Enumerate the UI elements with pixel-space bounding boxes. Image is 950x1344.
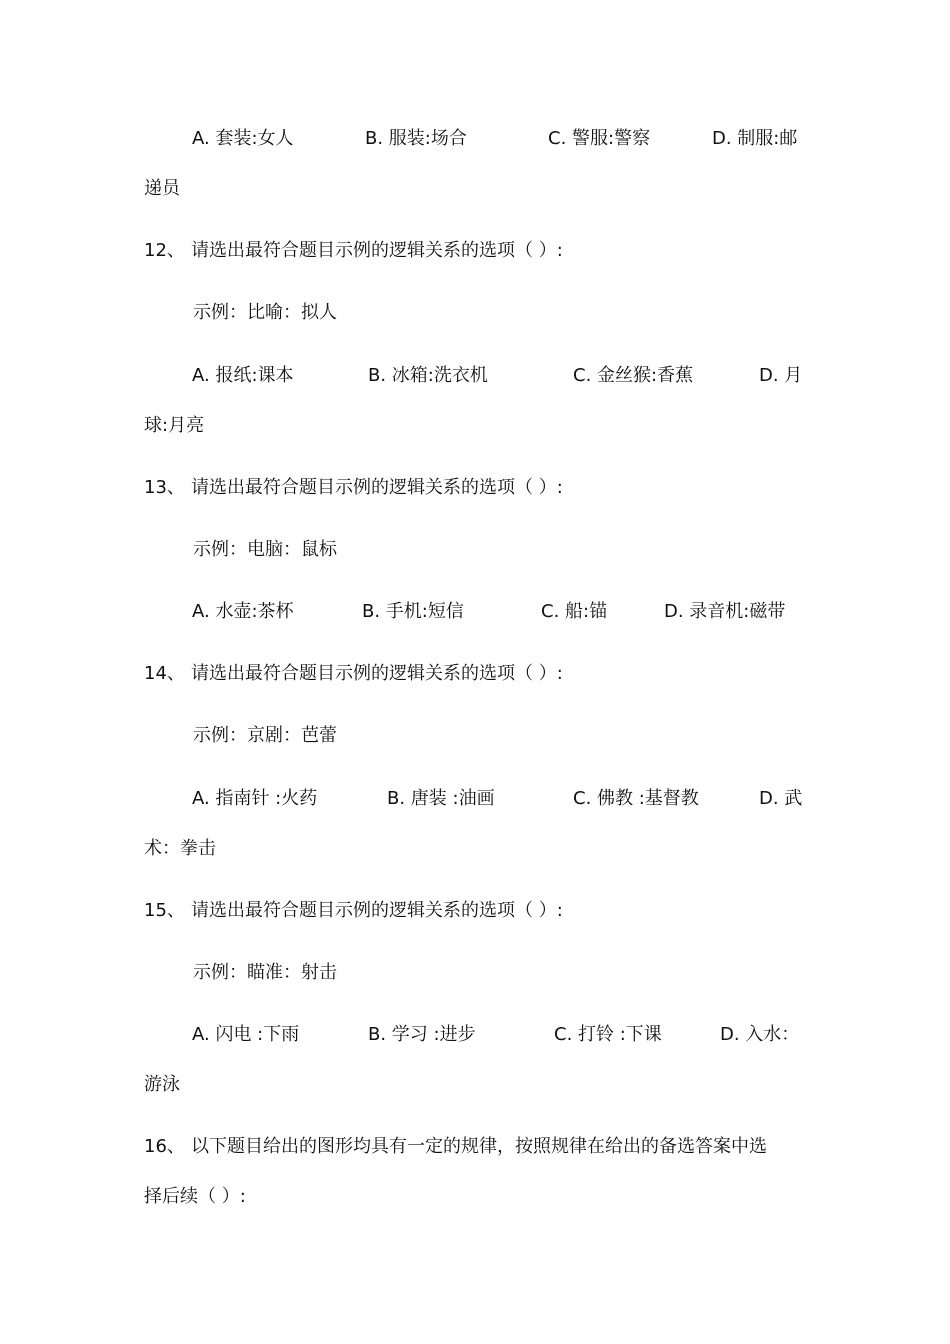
options-row	[192, 784, 812, 814]
option-b: B. 手机:短信	[362, 601, 464, 622]
question-number: 14、	[144, 663, 185, 684]
question-12	[144, 236, 563, 266]
option-a: A. 套装:女人	[192, 128, 294, 149]
option-a: A. 水壶:茶杯	[192, 601, 294, 622]
option-b: B. 唐装 :油画	[387, 788, 495, 809]
options-row	[192, 361, 812, 391]
question-text: 请选出最符合题目示例的逻辑关系的选项（ ）:	[191, 900, 563, 921]
question-number: 16、	[144, 1136, 185, 1157]
question-text: 以下题目给出的图形均具有一定的规律，按照规律在给出的备选答案中选	[191, 1136, 767, 1157]
option-continuation: 球:月亮	[144, 415, 205, 436]
option-c: C. 警服:警察	[548, 128, 651, 149]
option-a: A. 闪电 :下雨	[192, 1024, 300, 1045]
question-14	[144, 659, 563, 689]
option-c: C. 佛教 :基督教	[573, 788, 699, 809]
option-b: B. 服装:场合	[365, 128, 467, 149]
question-example: 示例：瞄准：射击	[193, 962, 337, 983]
question-text: 请选出最符合题目示例的逻辑关系的选项（ ）:	[191, 663, 563, 684]
option-a: A. 报纸:课本	[192, 365, 294, 386]
option-continuation: 术：拳击	[144, 838, 216, 859]
option-c: C. 船:锚	[541, 601, 608, 622]
option-d: D. 入水：	[720, 1024, 800, 1045]
question-15	[144, 896, 563, 926]
question-example: 示例：电脑：鼠标	[193, 539, 337, 560]
options-row	[192, 1020, 812, 1050]
question-number: 15、	[144, 900, 185, 921]
option-c: C. 打铃 :下课	[554, 1024, 662, 1045]
option-d: D. 武	[759, 788, 803, 809]
question-example: 示例：京剧：芭蕾	[193, 725, 337, 746]
options-row	[192, 597, 812, 627]
option-b: B. 冰箱:洗衣机	[368, 365, 488, 386]
option-continuation: 游泳	[144, 1074, 180, 1095]
option-d: D. 录音机:磁带	[664, 601, 786, 622]
question-text: 请选出最符合题目示例的逻辑关系的选项（ ）:	[191, 240, 563, 261]
option-b: B. 学习 :进步	[368, 1024, 476, 1045]
option-a: A. 指南针 :火药	[192, 788, 318, 809]
question-number: 12、	[144, 240, 185, 261]
option-c: C. 金丝猴:香蕉	[573, 365, 694, 386]
option-continuation: 递员	[144, 178, 180, 199]
options-row	[192, 124, 812, 154]
option-d: D. 制服:邮	[712, 128, 798, 149]
question-example: 示例：比喻：拟人	[193, 302, 337, 323]
question-16	[144, 1132, 767, 1162]
question-continuation: 择后续（ ）:	[144, 1186, 246, 1207]
question-13	[144, 473, 563, 503]
option-d: D. 月	[759, 365, 803, 386]
question-text: 请选出最符合题目示例的逻辑关系的选项（ ）:	[191, 477, 563, 498]
question-number: 13、	[144, 477, 185, 498]
